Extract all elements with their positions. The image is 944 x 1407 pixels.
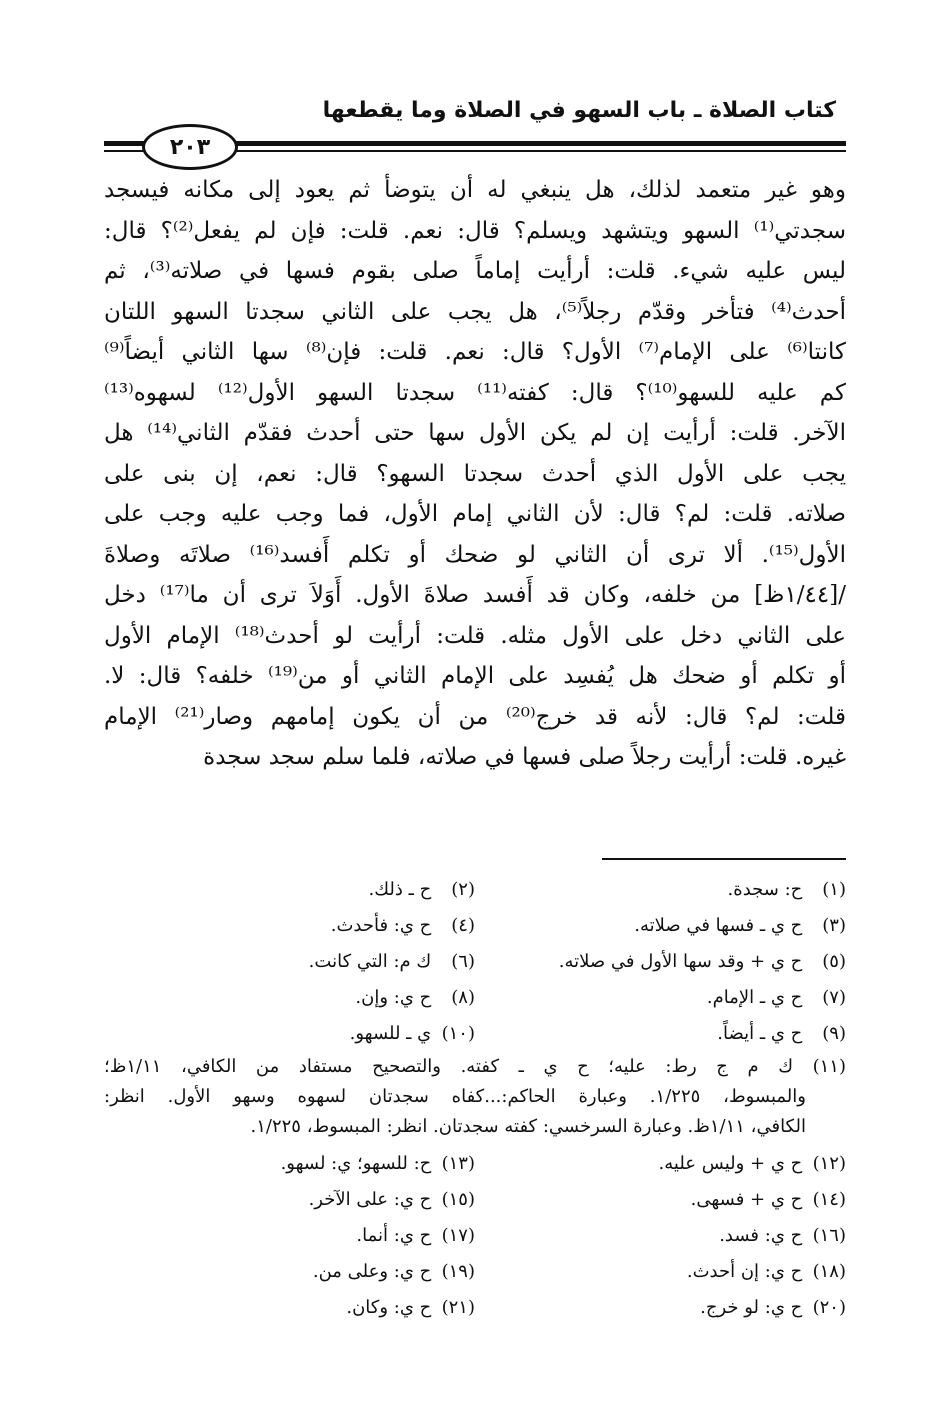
footnote-text: ح ي + وليس عليه. <box>658 1153 803 1174</box>
footnote-number: (٨) <box>451 987 475 1008</box>
footnote <box>104 944 475 980</box>
footnote-text: ح ي + فسهى. <box>690 1189 803 1210</box>
footnote <box>475 908 846 944</box>
footnote <box>104 1218 475 1254</box>
footnote-number: (١٠) <box>441 1023 475 1044</box>
text-line: أحدث⁽⁴⁾ فتأخر وقدّم رجلاً⁽⁵⁾، هل يجب على الثاني سجدتا السهو اللتان <box>104 298 846 325</box>
footnote-row <box>104 980 846 1016</box>
footnote-text: ح ي: وإن. <box>355 987 432 1008</box>
footnote-row <box>104 872 846 908</box>
footnote-number: (٩) <box>822 1023 846 1044</box>
footnote <box>475 1016 846 1052</box>
footnote-row <box>104 908 846 944</box>
footnote-text: ح ي: لو خرج. <box>700 1297 803 1318</box>
footnote-text: ح ي: فأحدث. <box>330 915 432 936</box>
footnote-number: (١) <box>822 879 846 900</box>
footnote-text: ح ي ـ فسها في صلاته. <box>634 915 803 936</box>
footnote-row <box>104 1290 846 1326</box>
footnote-row <box>104 1146 846 1182</box>
text-line: وهو غير متعمد لذلك، هل ينبغي له أن يتوضأ ثم يعود إلى مكانه فيسجد <box>104 177 846 203</box>
footnote <box>475 980 846 1016</box>
footnote-text: ي ـ للسهو. <box>349 1023 432 1044</box>
footnote <box>104 1254 475 1290</box>
footnote-text: ح ي: إن أحدث. <box>686 1261 803 1282</box>
text-line: الأول⁽¹⁵⁾. ألا ترى أن الثاني لو ضحك أو تكلم أَفسد⁽¹⁶⁾ صلاتَه وصلاةَ <box>104 541 846 568</box>
footnote <box>475 1146 846 1182</box>
footnote <box>475 1290 846 1326</box>
footnote-text: ح ـ ذلك. <box>368 879 432 900</box>
footnote-number: (٧) <box>822 987 846 1008</box>
footnote-text: ح ي ـ أيضاً. <box>717 1023 803 1044</box>
text-line: /[١/٤٤ظ] من خلفه، وكان قد أَفسد صلاةَ الأول. أَوَلاَ ترى أن ما⁽¹⁷⁾ دخل <box>104 582 846 608</box>
footnote-text: ح ي: أنما. <box>356 1225 432 1246</box>
text-line: على الثاني دخل على الأول مثله. قلت: أرأيت لو أحدث⁽¹⁸⁾ الإمام الأول <box>104 622 846 649</box>
footnote-number: (١٥) <box>441 1189 475 1210</box>
footnote-number: (٣) <box>822 915 846 936</box>
footnote <box>475 1218 846 1254</box>
footnote-text: ح ي ـ الإمام. <box>706 987 803 1008</box>
page-number: ٢٠٣ <box>142 124 238 170</box>
footnote-number: (١٩) <box>441 1261 475 1282</box>
footnote-11-line: والمبسوط، ١/٢٢٥. وعبارة الحاكم:...كفاه سجدتان لسهوه وسهو الأول. انظر: <box>104 1086 806 1107</box>
main-text <box>104 170 846 778</box>
footnote-number: (١٣) <box>441 1153 475 1174</box>
footnote-text: ح ي: وعلى من. <box>312 1261 432 1282</box>
footnote-text: ح ي: وكان. <box>346 1297 432 1318</box>
text-line: أو تكلم أو ضحك هل يُفسِد على الإمام الثاني أو من⁽¹⁹⁾ خلفه؟ قال: لا. <box>104 663 846 689</box>
text-line: غيره. قلت: أرأيت رجلاً صلى فسها في صلاته، فلما سلم سجد سجدة <box>203 744 846 770</box>
text-line: سجدتي⁽¹⁾ السهو ويتشهد ويسلم؟ قال: نعم. قلت: فإن لم يفعل⁽²⁾؟ قال: <box>104 217 846 244</box>
footnote <box>475 1254 846 1290</box>
footnote-number: (١٢) <box>812 1153 846 1174</box>
footnote-number: (١٦) <box>812 1225 846 1246</box>
text-line: الآخر. قلت: أرأيت إن لم يكن الأول سها حتى أحدث فقدّم الثاني⁽¹⁴⁾ هل <box>104 420 846 446</box>
text-line: ليس عليه شيء. قلت: أرأيت إماماً صلى بقوم فسها في صلاته⁽³⁾، ثم <box>104 258 846 284</box>
footnote <box>104 1290 475 1326</box>
footnote-number: (٢٠) <box>812 1297 846 1318</box>
footnote-number: (١٤) <box>812 1189 846 1210</box>
text-line: كم عليه للسهو⁽¹⁰⁾؟ قال: كفته⁽¹¹⁾ سجدتا السهو الأول⁽¹²⁾ لسهوه⁽¹³⁾ <box>104 379 846 406</box>
footnote <box>104 980 475 1016</box>
footnote-number: (٤) <box>451 915 475 936</box>
footnote <box>104 872 475 908</box>
footnotes <box>104 872 846 1326</box>
footnote-text: ح ي: على الآخر. <box>308 1189 432 1210</box>
footnote-number: (٢) <box>451 879 475 900</box>
text-line: صلاته. قلت: لم؟ قال: لأن الثاني إمام الأول، فما وجب عليه وجب على <box>104 501 846 527</box>
footnote-text: ح: للسهو؛ ي: لسهو. <box>280 1153 432 1174</box>
footnote <box>475 872 846 908</box>
footnote-text: ح: سجدة. <box>727 879 803 900</box>
footnote <box>104 1146 475 1182</box>
footnote-number: (١٨) <box>812 1261 846 1282</box>
footnote-text: ح ي + وقد سها الأول في صلاته. <box>558 951 803 972</box>
text-line: قلت: لم؟ قال: لأنه قد خرج⁽²⁰⁾ من أن يكون إمامهم وصار⁽²¹⁾ الإمام <box>104 703 846 730</box>
footnote-row <box>104 1016 846 1052</box>
footnote <box>475 944 846 980</box>
footnote-number: (٥) <box>822 951 846 972</box>
footnote-row <box>104 944 846 980</box>
footnote <box>475 1182 846 1218</box>
footnote-number: (١٧) <box>441 1225 475 1246</box>
footnote-row <box>104 1254 846 1290</box>
text-line: يجب على الأول الذي أحدث سجدتا السهو؟ قال: نعم، إن بنى على <box>104 460 846 487</box>
footnote-number: (٢١) <box>441 1297 475 1318</box>
text-line: كانتا⁽⁶⁾ على الإمام⁽⁷⁾ الأول؟ قال: نعم. قلت: فإن⁽⁸⁾ سها الثاني أيضاً⁽⁹⁾ <box>104 339 846 365</box>
footnote-11-line: (١١) ك م ج رط: عليه؛ ح ي ـ كفته. والتصحيح مستفاد من الكافي، ١/١١ظ؛ <box>104 1056 846 1077</box>
footnote <box>104 1182 475 1218</box>
footnote-row <box>104 1218 846 1254</box>
footnote-text: ك م: التي كانت. <box>308 951 432 972</box>
footnote-separator <box>602 858 846 860</box>
footnote <box>104 908 475 944</box>
footnote-number: (٦) <box>451 951 475 972</box>
footnote <box>104 1016 475 1052</box>
footnote-row <box>104 1182 846 1218</box>
footnote-11-line: الكافي، ١/١١ظ. وعبارة السرخسي: كفته سجدتان. انظر: المبسوط، ١/٢٢٥. <box>250 1116 806 1137</box>
running-title: كتاب الصلاة ـ باب السهو في الصلاة وما يقطعها <box>322 98 836 123</box>
footnote-text: ح ي: فسد. <box>719 1225 803 1246</box>
